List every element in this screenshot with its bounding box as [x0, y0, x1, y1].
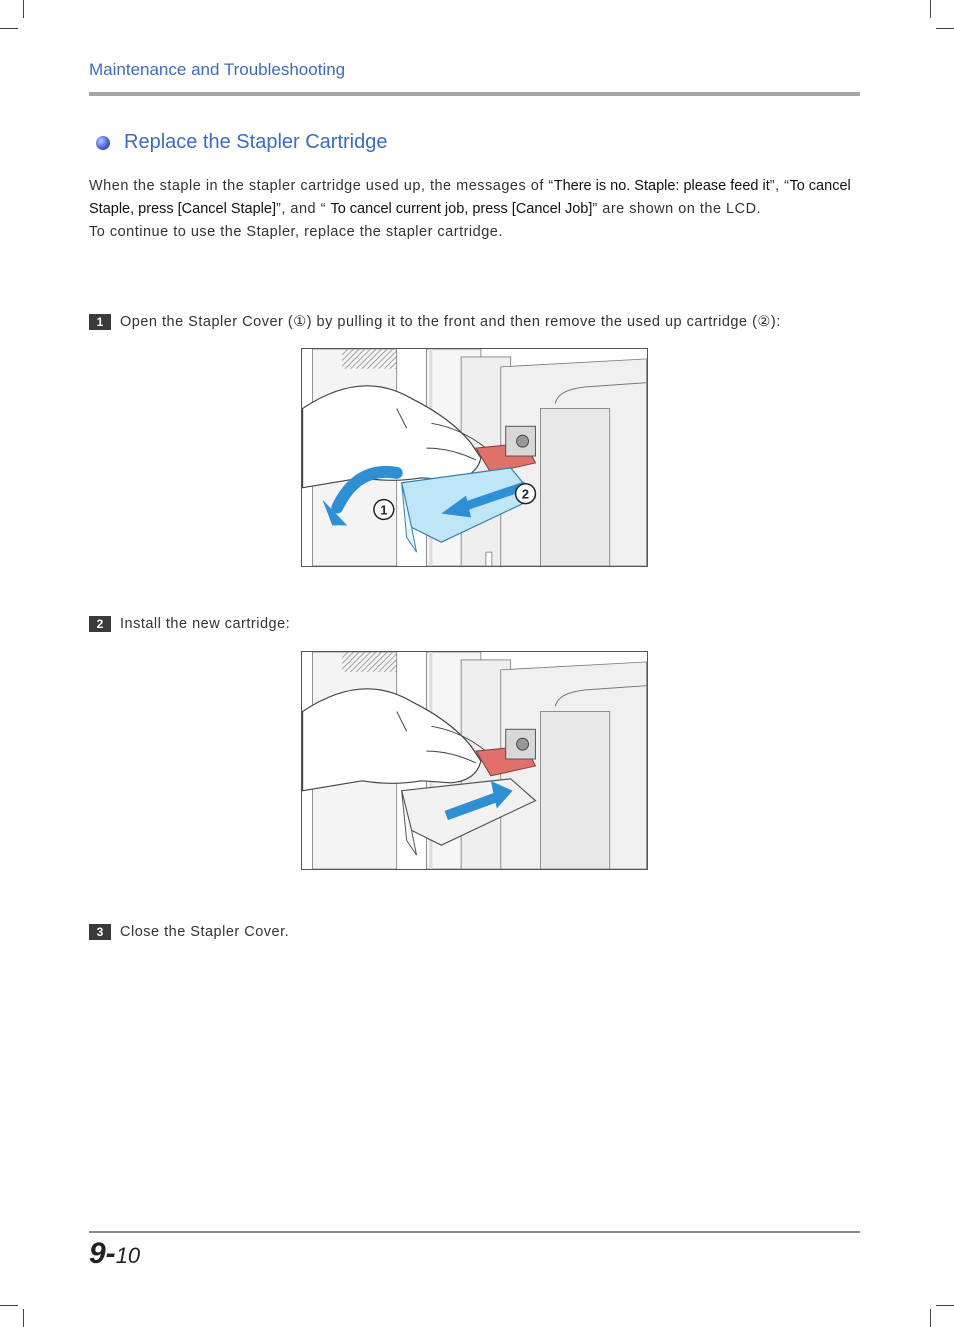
callout-2-label: 2 — [521, 486, 530, 502]
crop-mark — [0, 28, 18, 29]
bullet-icon — [96, 136, 110, 150]
page-number-value: 10 — [115, 1243, 141, 1268]
crop-mark — [936, 28, 954, 29]
step-text: Install the new cartridge: — [120, 616, 291, 632]
lcd-message-cancel-staple: To cancel Staple, press [Cancel Staple] — [89, 178, 851, 217]
section-heading — [96, 131, 387, 154]
lcd-message-no-staple: There is no. Staple: please feed it — [553, 178, 770, 194]
section-title: Replace the Stapler Cartridge — [124, 131, 388, 153]
intro-paragraph: When the staple in the stapler cartridge used up, the messages of “There is no. Staple: please feed it”, “To cancel Staple, press [Cancel Staple]”, and “ To cancel current job, press [Cancel Job]” are shown on the LCD. To continue to use the Stapler, replace the stapler cartridge. — [89, 178, 851, 240]
step-number-badge: 1 — [89, 314, 111, 330]
step-1 — [89, 314, 781, 330]
page-number — [89, 1237, 140, 1271]
footer-rule — [89, 1231, 860, 1233]
crop-mark — [23, 0, 24, 18]
header-rule — [89, 92, 860, 96]
step-text: Open the Stapler Cover (①) by pulling it to the front and then remove the used up cartridge (②): — [120, 314, 781, 330]
running-header: Maintenance and Troubleshooting — [89, 60, 346, 79]
step-text: Close the Stapler Cover. — [120, 924, 290, 940]
callout-1-label: 1 — [380, 502, 388, 518]
crop-mark — [930, 1309, 931, 1327]
figure-install-cartridge — [301, 651, 648, 870]
intro-line-2: To continue to use the Stapler, replace the stapler cartridge. — [89, 224, 503, 240]
chapter-number: 9- — [89, 1237, 116, 1270]
lcd-message-cancel-job: To cancel current job, press [Cancel Job] — [330, 201, 593, 217]
step-number-badge: 2 — [89, 616, 111, 632]
crop-mark — [936, 1305, 954, 1306]
illustration-install-cartridge — [302, 652, 647, 869]
step-2 — [89, 616, 290, 632]
step-number-badge: 3 — [89, 924, 111, 940]
crop-mark — [23, 1309, 24, 1327]
step-3 — [89, 924, 289, 940]
crop-mark — [930, 0, 931, 18]
figure-remove-cartridge — [301, 348, 648, 567]
crop-mark — [0, 1305, 18, 1306]
illustration-remove-cartridge — [302, 349, 647, 566]
